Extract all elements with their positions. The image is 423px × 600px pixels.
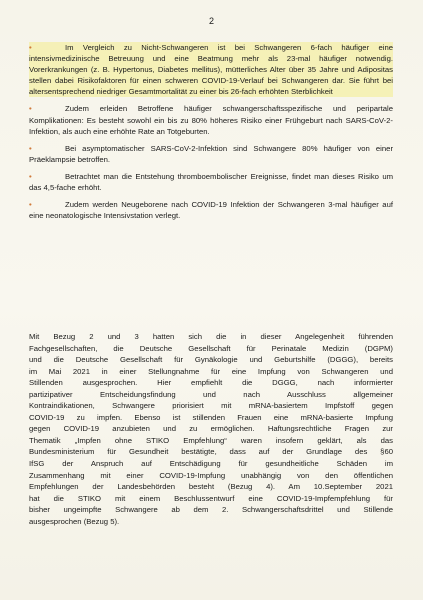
paragraph-line: Bundesministerium für Gesundheit bestätigte, dass auf der Grundlage des §60 (29, 447, 393, 457)
bullet-text: Im Vergleich zu Nicht-Schwangeren ist bei Schwangeren 6-fach häufiger eine intensivmedizinische Betreuung und eine Beatmung mehr als 23-mal häufiger notwendig. Vorerkrankungen (z. B. Hypertonus, Diabetes mellitus), mütterliches Alter über 35 Jahre und Adipositas stellen dabei Risikofaktoren für einen schweren COVID-19-Verlauf bei Schwangeren dar. Sie führt bei altersentsprechend niedriger Gesamtmortalität zu einer bis 26-fach erhöhten Sterblichkeit (29, 43, 393, 97)
paragraph-line: ausgesprochen (Bezug 5). (29, 516, 120, 526)
paragraph-line: im Mai 2021 in einer Stellungnahme für eine Impfung von Schwangeren und (29, 366, 393, 376)
bullet-item (29, 42, 393, 97)
bullet-marker: • (29, 104, 32, 114)
paragraph-line: Mit Bezug 2 und 3 hatten sich die in dieser Angelegenheit führenden (29, 332, 393, 341)
paragraph-line: Kontraindikationen, Schwangere priorisiert mit mRNA-basiertem Impfstoff gegen (29, 401, 393, 411)
bullet-list (29, 42, 393, 226)
paragraph-line: Fachgesellschaften, die Deutsche Gesellschaft für Perinatale Medizin (DGPM) (29, 343, 393, 353)
page-number: 2 (208, 16, 214, 26)
bullet-item (29, 199, 393, 221)
paragraph-line: COVID-19 zu impfen. Ebenso ist stillenden Frauen eine mRNA-basierte Impfung (29, 412, 393, 422)
bullet-item (29, 171, 393, 193)
paragraph-line: hat die STIKO mit einem Beschlussentwurf eine COVID-19-Impfempfehlung für (29, 493, 393, 503)
paragraph-line: Stillenden ausgesprochen. Hier empfiehlt die DGGG, nach informierter (29, 378, 393, 388)
paragraph-line: Thematik „Impfen ohne STIKO Empfehlung“ waren insofern geklärt, als das (29, 435, 393, 445)
bullet-item (29, 103, 393, 136)
bullet-text: Betrachtet man die Entstehung thromboembolischer Ereignisse, findet man dieses Risiko um das 4,5-fache erhöht. (29, 171, 393, 193)
bullet-marker: • (29, 143, 32, 153)
bullet-marker: • (29, 43, 32, 52)
paragraph-line: gegen COVID-19 anzubieten und zu ermöglichen. Haftungsrechtliche Fragen zur (29, 424, 393, 434)
paragraph-line: Zusammenhang mit einer COVID-19-Impfung unabhängig von den öffentlichen (29, 470, 393, 480)
paragraph-line: bisher ungeimpfte Schwangere ab dem 2. Schwangerschaftsdrittel und Stillende (29, 505, 393, 515)
paragraph-line: partizipativer Entscheidungsfindung und nach Ausschluss allgemeiner (29, 389, 393, 399)
bullet-item (29, 143, 393, 165)
body-paragraph (29, 331, 393, 527)
bullet-text: Bei asymptomatischer SARS-CoV-2-Infektion sind Schwangere 80% häufiger von einer Präeklampsie betroffen. (29, 143, 393, 164)
paragraph-line: IfSG der Anspruch auf Entschädigung für gesundheitliche Schäden im (29, 459, 393, 469)
bullet-marker: • (29, 200, 32, 210)
paragraph-line: und die Deutsche Gesellschaft für Gynäkologie und Geburtshilfe (DGGG), bereits (29, 355, 393, 365)
paragraph-line: Empfehlungen der Landesbehörden besteht (Bezug 4). Am 10.September 2021 (29, 482, 393, 492)
bullet-text: Zudem werden Neugeborene nach COVID-19 Infektion der Schwangeren 3-mal häufiger auf eine neonatologische Intensivstation verlegt. (29, 200, 393, 221)
bullet-text: Zudem erleiden Betroffene häufiger schwangerschaftsspezifische und peripartale Komplikationen: Es besteht sowohl ein bis zu 80% höheres Risiko einer Frühgeburt nach SARS-CoV-2-Infektion, als auch eine erhöhte Rate an Totgeburten. (29, 104, 393, 136)
bullet-marker: • (29, 171, 32, 181)
